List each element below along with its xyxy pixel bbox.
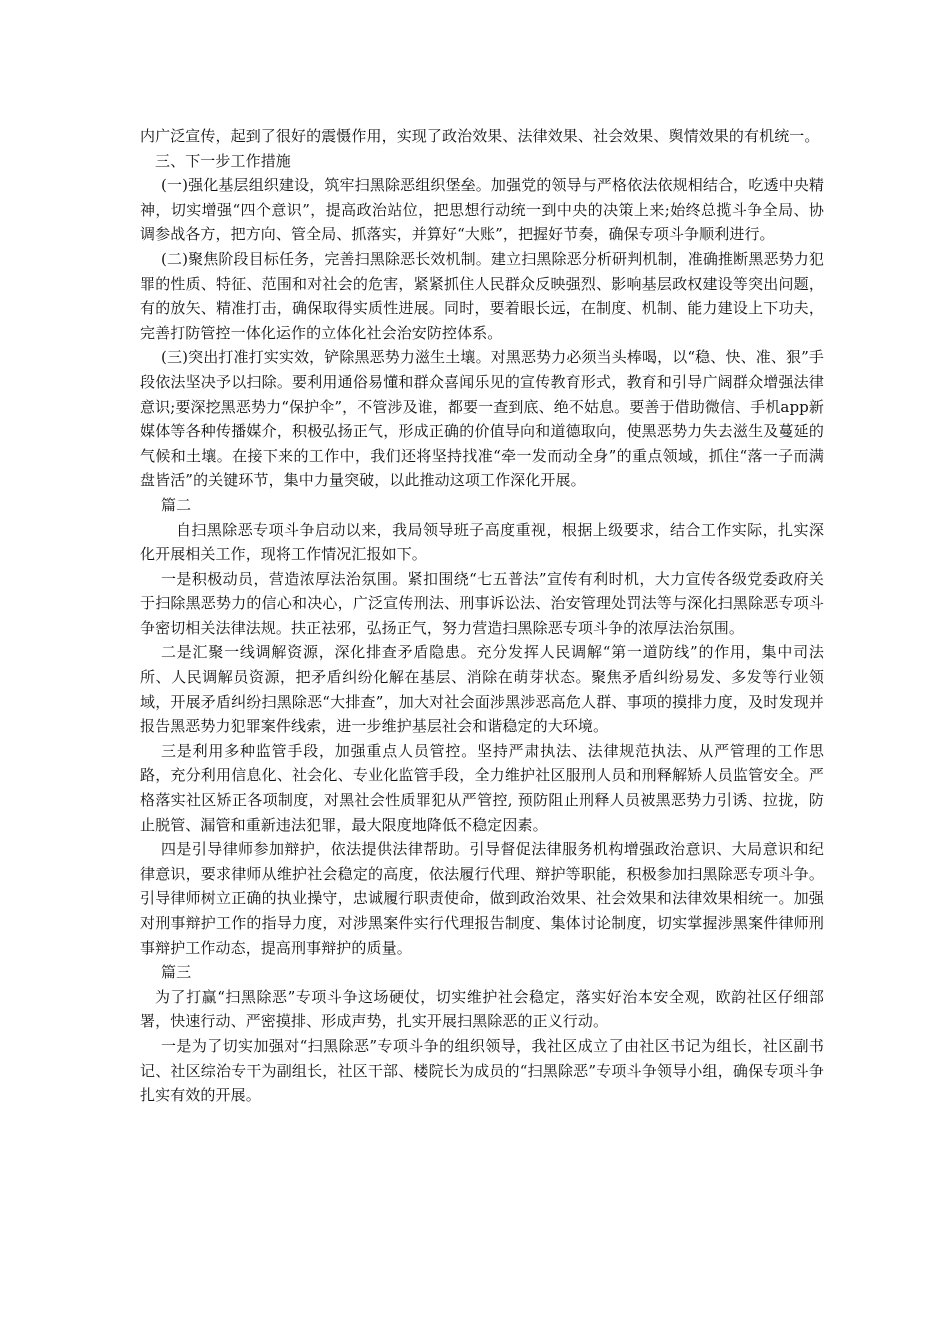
paragraph: 三是利用多种监管手段，加强重点人员管控。坚持严肃执法、法律规范执法、从严管理的工作思路，充分利用信息化、社会化、专业化监管手段，全力维护社区服刑人员和刑释解矫人员监管安全。严格落实社区矫正各项制度，对黑社会性质罪犯从严管控, 预防阻止刑释人员被黑恶势力引诱、拉拢，防止脱管、漏管和重新违法犯罪，最大限度地降低不稳定因素。 xyxy=(140,741,824,834)
paragraph: 一是为了切实加强对“扫黑除恶”专项斗争的组织领导，我社区成立了由社区书记为组长，社区副书记、社区综治专干为副组长，社区干部、楼院长为成员的“扫黑除恶”专项斗争领导小组，确保专项斗争扎实有效的开展。 xyxy=(140,1036,824,1105)
document-body xyxy=(140,124,824,1108)
paragraph: 内广泛宣传，起到了很好的震慑作用，实现了政治效果、法律效果、社会效果、舆情效果的有机统一。 xyxy=(140,127,820,145)
paragraph: (一)强化基层组织建设，筑牢扫黑除恶组织堡垒。加强党的领导与严格依法依规相结合，吃透中央精神，切实增强“四个意识”，提高政治站位，把思想行动统一到中央的决策上来;始终总揽斗争全局、协调参战各方，把方向、管全局、抓落实，并算好“大账”，把握好节奏，确保专项斗争顺利进行。 xyxy=(140,176,824,244)
paragraph: 二是汇聚一线调解资源，深化排查矛盾隐患。充分发挥人民调解“第一道防线”的作用，集中司法所、人民调解员资源，把矛盾纠纷化解在基层、消除在萌芽状态。聚焦矛盾纠纷易发、多发等行业领域，开展矛盾纠纷扫黑除恶“大排查”，加大对社会面涉黑涉恶高危人群、事项的摸排力度，及时发现并报告黑恶势力犯罪案件线索，进一步维护基层社会和谐稳定的大环境。 xyxy=(140,643,824,736)
part-heading: 篇二 xyxy=(161,495,192,514)
paragraph: 自扫黑除恶专项斗争启动以来，我局领导班子高度重视，根据上级要求，结合工作实际，扎实深化开展相关工作，现将工作情况汇报如下。 xyxy=(140,520,824,564)
paragraph: 四是引导律师参加辩护，依法提供法律帮助。引导督促法律服务机构增强政治意识、大局意识和纪律意识，要求律师从维护社会稳定的高度，依法履行代理、辩护等职能，积极参加扫黑除恶专项斗争。引导律师树立正确的执业操守，忠诚履行职责使命，做到政治效果、社会效果和法律效果相统一。加强对刑事辩护工作的指导力度，对涉黑案件实行代理报告制度、集体讨论制度，切实掌握涉黑案件律师刑事辩护工作动态，提高刑事辩护的质量。 xyxy=(140,840,824,957)
paragraph: 一是积极动员，营造浓厚法治氛围。紧扣围绕“七五普法”宣传有利时机，大力宣传各级党委政府关于扫除黑恶势力的信心和决心，广泛宣传刑法、刑事诉讼法、治安管理处罚法等与深化扫黑除恶专项斗争密切相关法律法规。扶正祛邪，弘扬正气，努力营造扫黑除恶专项斗争的浓厚法治氛围。 xyxy=(140,569,824,637)
paragraph: (二)聚焦阶段目标任务，完善扫黑除恶长效机制。建立扫黑除恶分析研判机制，准确推断黑恶势力犯罪的性质、特征、范围和对社会的危害，紧紧抓住人民群众反映强烈、影响基层政权建设等突出问题，有的放矢、精准打击，确保取得实质性进展。同时，要着眼长远，在制度、机制、能力建设上下功夫，完善打防管控一体化运作的立体化社会治安防控体系。 xyxy=(140,249,824,342)
section-heading: 三、下一步工作措施 xyxy=(155,151,291,170)
paragraph: 为了打赢“扫黑除恶”专项斗争这场硬仗，切实维护社会稳定，落实好治本安全观，欧韵社区仔细部署，快速行动、严密摸排、形成声势，扎实开展扫黑除恶的正义行动。 xyxy=(140,987,824,1031)
part-heading: 篇三 xyxy=(161,963,192,982)
paragraph: (三)突出打准打实实效，铲除黑恶势力滋生土壤。对黑恶势力必须当头棒喝，以“稳、快、准、狠”手段依法坚决予以扫除。要利用通俗易懂和群众喜闻乐见的宣传教育形式，教育和引导广阔群众增强法律意识;要深挖黑恶势力“保护伞”，不管涉及谁，都要一查到底、绝不姑息。要善于借助微信、手机app新媒体等各种传播媒介，积极弘扬正气，形成正确的价值导向和道德取向，使黑恶势力失去滋生及蔓延的气候和土壤。在接下来的工作中，我们还将坚持找准“牵一发而动全身”的重点领域，抓住“落一子而满盘皆活”的关键环节，集中力量突破，以此推动这项工作深化开展。 xyxy=(140,348,824,490)
